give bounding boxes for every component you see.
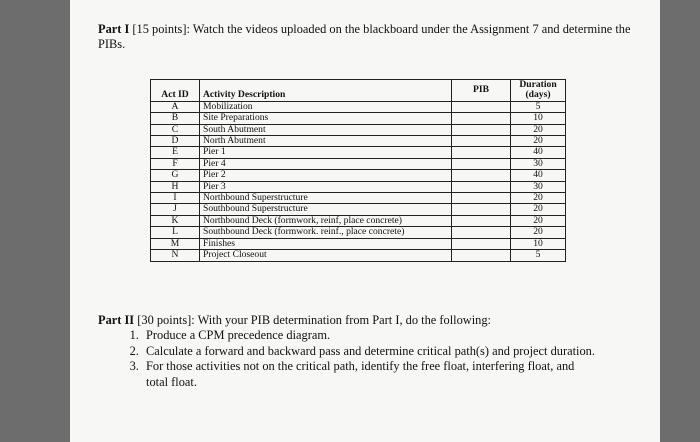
task-item-3: 3. For those activities not on the critical path, identify the free float, interfering float, and total float.: [142, 359, 598, 390]
cell-duration: 40: [511, 170, 566, 181]
part1-text: Watch the videos uploaded on the blackboard under the Assignment 7 and determine the PIBs.: [98, 22, 631, 51]
cell-duration: 10: [511, 238, 566, 249]
cell-activity-description: Pier 2: [200, 170, 452, 181]
part2-points: [30 points]:: [137, 313, 195, 327]
cell-act-id: H: [151, 181, 200, 192]
part1-heading: Part I: [98, 22, 130, 36]
table-row: [151, 215, 566, 226]
cell-activity-description: Finishes: [200, 238, 452, 249]
cell-activity-description: Mobilization: [200, 101, 452, 112]
cell-act-id: G: [151, 170, 200, 181]
cell-activity-description: Southbound Superstructure: [200, 204, 452, 215]
cell-duration: 20: [511, 193, 566, 204]
header-act-id: Act ID: [151, 80, 200, 102]
part2-intro-line: [98, 313, 598, 328]
cell-activity-description: Pier 3: [200, 181, 452, 192]
table-row: [151, 101, 566, 112]
cell-pib: [452, 215, 511, 226]
task-item-2: 2. Calculate a forward and backward pass and determine critical path(s) and project duration.: [142, 344, 598, 359]
cell-act-id: K: [151, 215, 200, 226]
cell-act-id: I: [151, 193, 200, 204]
cell-pib: [452, 227, 511, 238]
cell-pib: [452, 250, 511, 261]
activity-table-container: [150, 79, 566, 262]
cell-activity-description: Site Preparations: [200, 113, 452, 124]
cell-pib: [452, 124, 511, 135]
cell-duration: 20: [511, 204, 566, 215]
cell-duration: 30: [511, 181, 566, 192]
cell-activity-description: Pier 4: [200, 158, 452, 169]
cell-duration: 5: [511, 101, 566, 112]
header-duration: [511, 80, 566, 102]
cell-duration: 5: [511, 250, 566, 261]
header-activity-description: Activity Description: [200, 80, 452, 102]
cell-activity-description: South Abutment: [200, 124, 452, 135]
cell-pib: [452, 101, 511, 112]
cell-duration: 30: [511, 158, 566, 169]
part2-task-list: [98, 328, 598, 390]
cell-pib: [452, 158, 511, 169]
table-row: [151, 238, 566, 249]
cell-pib: [452, 204, 511, 215]
table-row: [151, 147, 566, 158]
table-row: [151, 158, 566, 169]
table-row: [151, 181, 566, 192]
cell-act-id: L: [151, 227, 200, 238]
header-duration-line2: (days): [525, 89, 551, 101]
table-row: [151, 227, 566, 238]
cell-duration: 20: [511, 136, 566, 147]
part1-points: [15 points]:: [132, 22, 190, 36]
cell-activity-description: Pier 1: [200, 147, 452, 158]
cell-act-id: A: [151, 101, 200, 112]
table-row: [151, 124, 566, 135]
document-page: [70, 0, 660, 442]
part2-section: [98, 313, 598, 390]
table-header-row: [151, 80, 566, 102]
cell-act-id: E: [151, 147, 200, 158]
cell-pib: [452, 238, 511, 249]
cell-act-id: B: [151, 113, 200, 124]
cell-duration: 40: [511, 147, 566, 158]
cell-act-id: N: [151, 250, 200, 261]
task-item-1: 1. Produce a CPM precedence diagram.: [142, 328, 598, 343]
cell-pib: [452, 136, 511, 147]
cell-activity-description: Northbound Superstructure: [200, 193, 452, 204]
cell-act-id: M: [151, 238, 200, 249]
part2-heading: Part II: [98, 313, 135, 327]
part1-paragraph: [98, 22, 638, 52]
table-row: [151, 170, 566, 181]
cell-pib: [452, 193, 511, 204]
cell-duration: 20: [511, 227, 566, 238]
cell-activity-description: North Abutment: [200, 136, 452, 147]
cell-pib: [452, 170, 511, 181]
table-row: [151, 113, 566, 124]
cell-act-id: J: [151, 204, 200, 215]
cell-duration: 20: [511, 124, 566, 135]
part2-intro: With your PIB determination from Part I, do the following:: [197, 313, 491, 327]
cell-act-id: C: [151, 124, 200, 135]
activity-table: [150, 79, 566, 262]
header-pib: PIB: [452, 80, 511, 102]
table-row: [151, 204, 566, 215]
table-row: [151, 250, 566, 261]
cell-act-id: D: [151, 136, 200, 147]
cell-activity-description: Northbound Deck (formwork, reinf, place concrete): [200, 215, 452, 226]
cell-activity-description: Southbound Deck (formwork. reinf., place concrete): [200, 227, 452, 238]
cell-activity-description: Project Closeout: [200, 250, 452, 261]
cell-duration: 10: [511, 113, 566, 124]
cell-pib: [452, 181, 511, 192]
table-row: [151, 136, 566, 147]
cell-pib: [452, 113, 511, 124]
table-row: [151, 193, 566, 204]
cell-pib: [452, 147, 511, 158]
header-duration-line1: Duration: [519, 79, 557, 90]
cell-duration: 20: [511, 215, 566, 226]
cell-act-id: F: [151, 158, 200, 169]
